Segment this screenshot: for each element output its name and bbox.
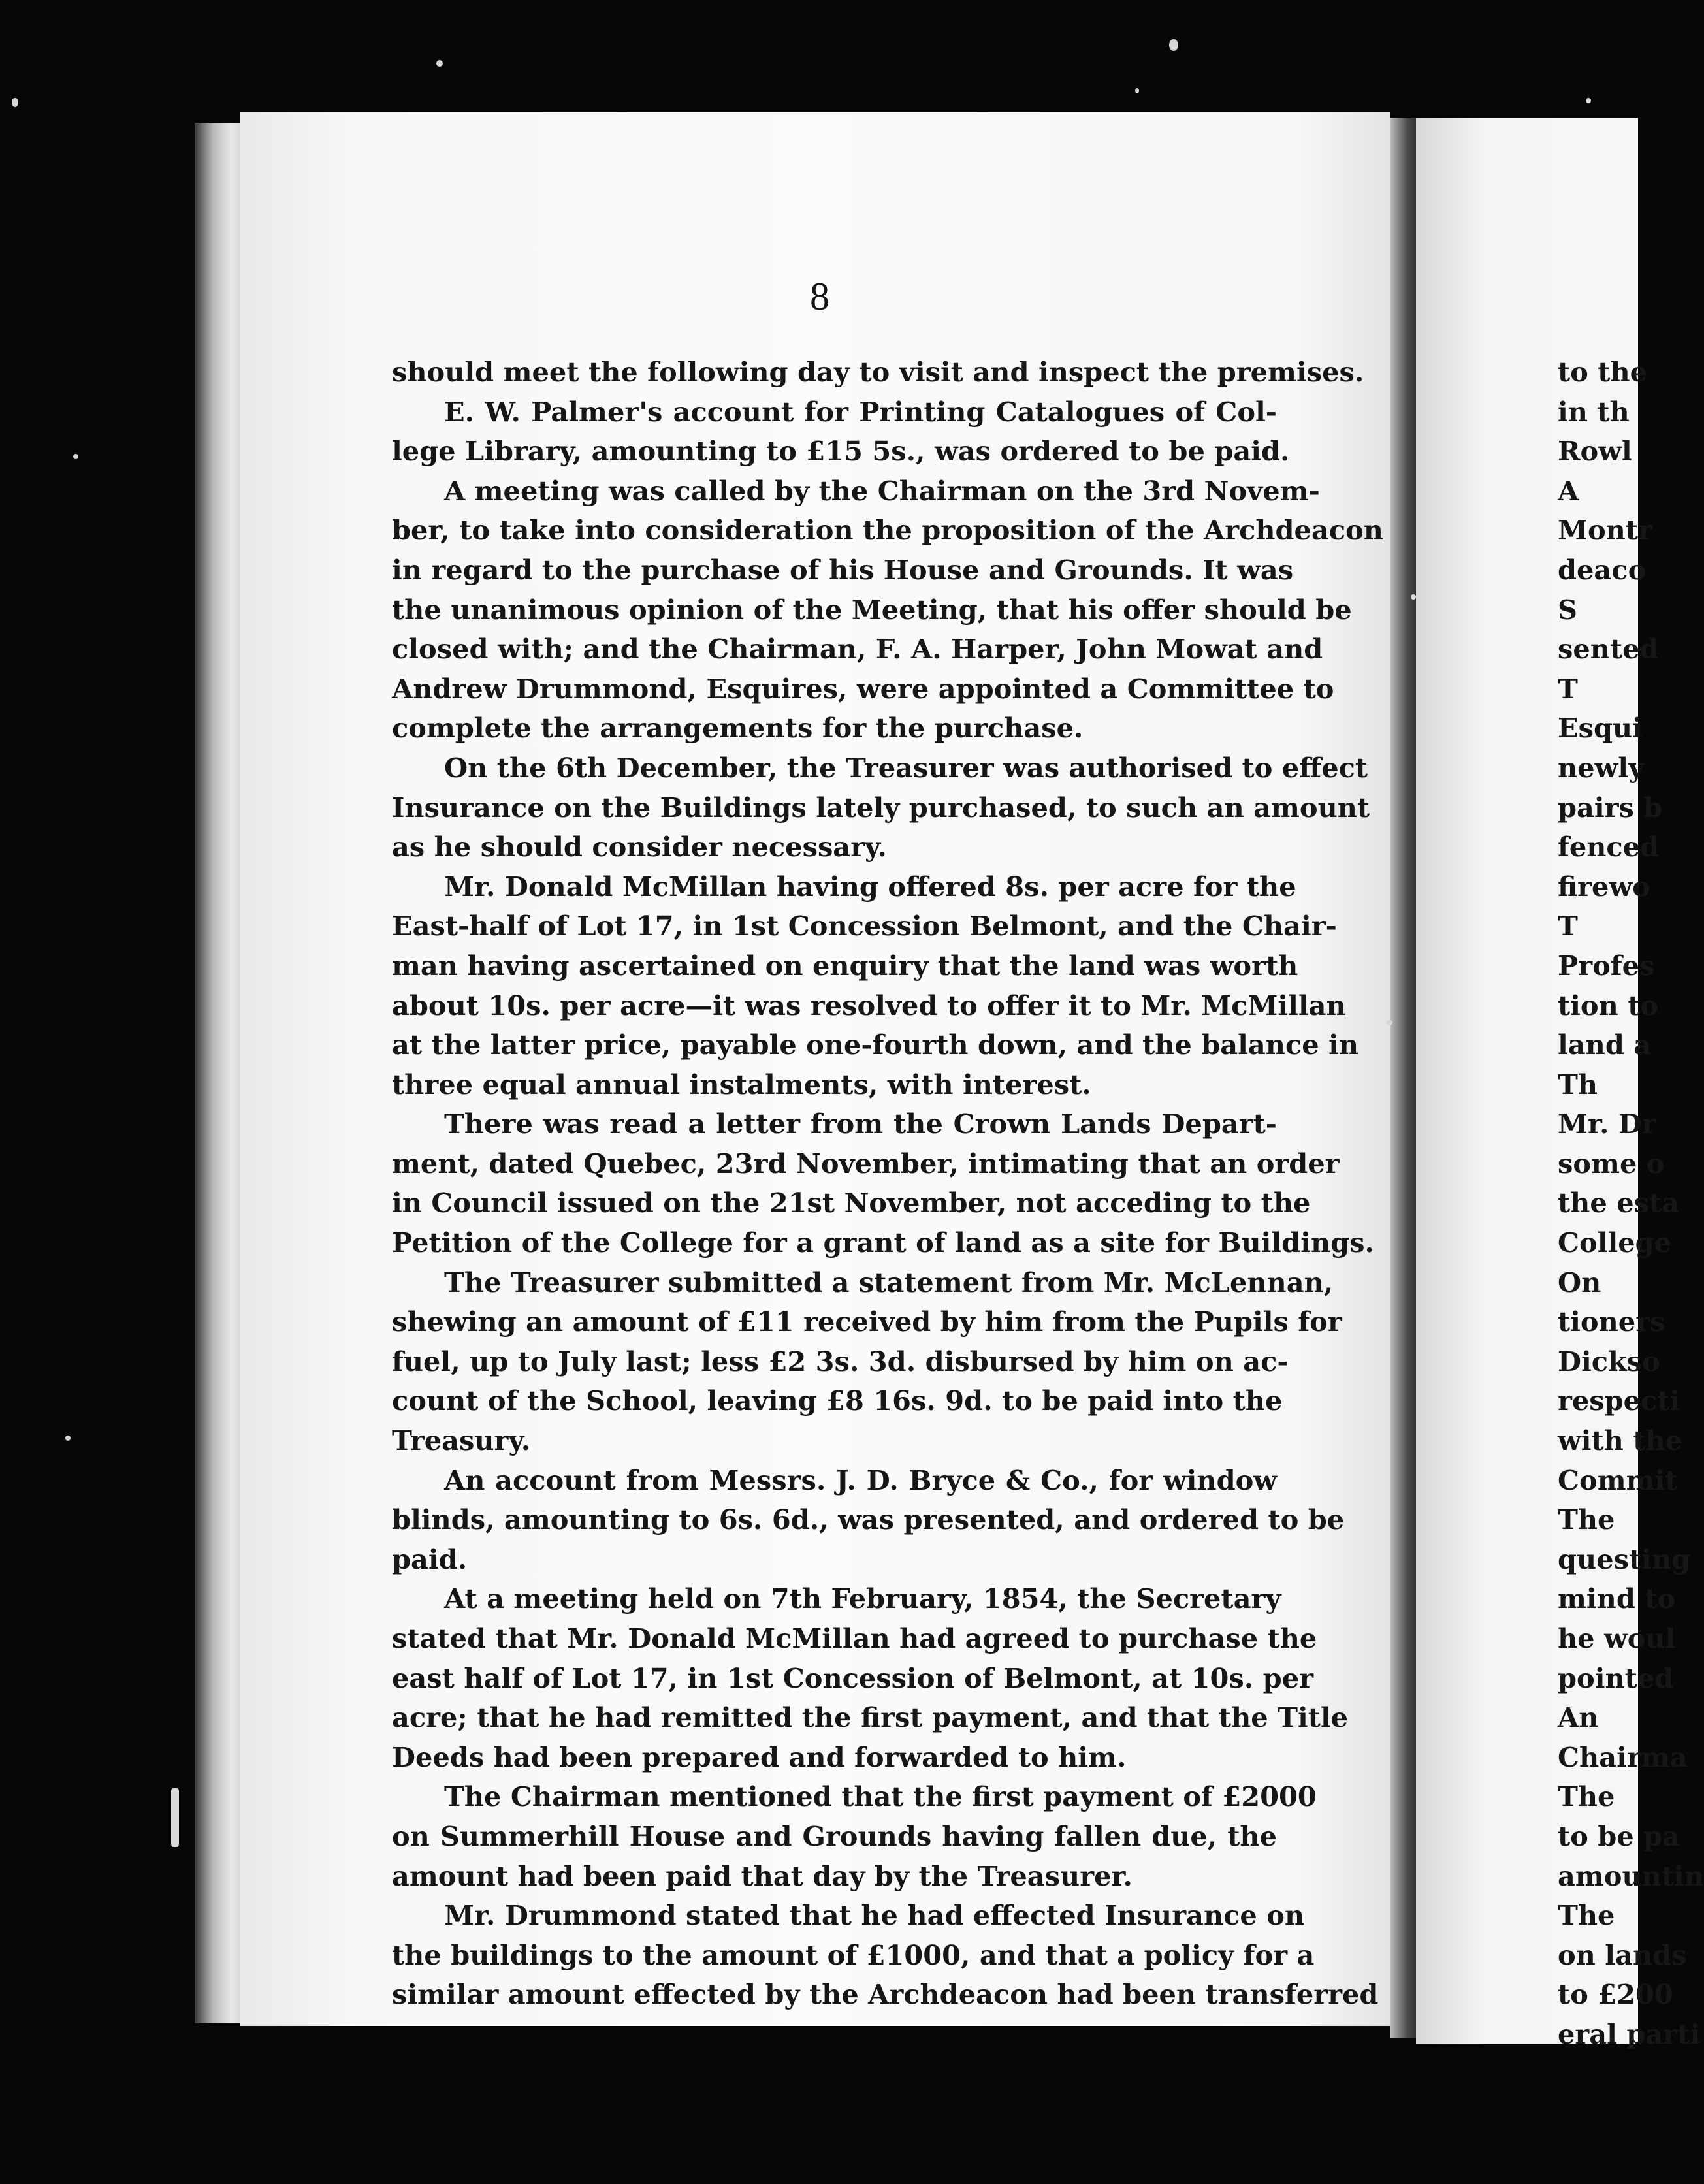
right-text-fragment: Profes xyxy=(1558,949,1655,982)
text-line: at the latter price, payable one-fourth down, and the balance in xyxy=(392,1029,1359,1061)
right-text-fragment: Chairma xyxy=(1558,1741,1688,1773)
text-line: paid. xyxy=(392,1543,468,1575)
right-text-fragment: to the xyxy=(1558,356,1648,388)
dust-speck xyxy=(171,1788,179,1847)
right-text-fragment: The xyxy=(1558,1899,1615,1932)
right-text-fragment: mind to xyxy=(1558,1582,1676,1615)
text-line: count of the School, leaving £8 16s. 9d. to be paid into the xyxy=(392,1385,1283,1417)
dust-speck xyxy=(1386,1020,1392,1025)
right-text-fragment: with the xyxy=(1558,1424,1683,1457)
text-line: On the 6th December, the Treasurer was authorised to effect xyxy=(444,751,1368,784)
text-line: lege Library, amounting to £15 5s., was ordered to be paid. xyxy=(392,435,1290,468)
text-line: should meet the following day to visit and inspect the premises. xyxy=(392,356,1364,388)
left-page-edge xyxy=(195,123,247,2023)
right-text-fragment: On xyxy=(1558,1266,1601,1298)
dust-speck xyxy=(73,454,78,459)
right-text-fragment: newly xyxy=(1558,751,1645,784)
text-line: complete the arrangements for the purchase. xyxy=(392,712,1084,745)
right-text-fragment: to £200 xyxy=(1558,1978,1673,2011)
text-line: ment, dated Quebec, 23rd November, intimating that an order xyxy=(392,1147,1340,1180)
right-text-fragment: on lands xyxy=(1558,1938,1687,1971)
text-line: A meeting was called by the Chairman on the 3rd Novem- xyxy=(444,474,1320,507)
right-text-fragment: Commit xyxy=(1558,1464,1678,1496)
text-line: the buildings to the amount of £1000, and that a policy for a xyxy=(392,1938,1315,1971)
right-text-fragment: eral parti xyxy=(1558,2017,1701,2050)
dust-speck xyxy=(12,98,18,107)
page-number: 8 xyxy=(810,275,829,318)
right-text-fragment: the esta xyxy=(1558,1187,1680,1219)
right-text-fragment: Th xyxy=(1558,1068,1598,1100)
right-text-fragment: T xyxy=(1558,910,1578,942)
text-line: man having ascertained on enquiry that the land was worth xyxy=(392,949,1298,982)
dust-speck xyxy=(1135,88,1139,93)
text-line: blinds, amounting to 6s. 6d., was presented, and ordered to be xyxy=(392,1503,1345,1536)
text-line: three equal annual instalments, with interest. xyxy=(392,1068,1091,1100)
text-line: the unanimous opinion of the Meeting, that his offer should be xyxy=(392,593,1352,626)
dust-speck xyxy=(1586,98,1591,103)
right-text-fragment: Mr. Dr xyxy=(1558,1108,1656,1140)
text-line: Mr. Drummond stated that he had effected Insurance on xyxy=(444,1899,1305,1932)
right-text-fragment: respecti xyxy=(1558,1385,1680,1417)
text-line: similar amount effected by the Archdeacon had been transferred xyxy=(392,1978,1379,2011)
dust-speck xyxy=(1169,39,1178,51)
left-page-text xyxy=(392,353,1383,2015)
text-line: stated that Mr. Donald McMillan had agreed to purchase the xyxy=(392,1622,1317,1654)
text-line: on Summerhill House and Grounds having fallen due, the xyxy=(392,1820,1277,1852)
right-text-fragment: S xyxy=(1558,593,1577,626)
text-line: Deeds had been prepared and forwarded to him. xyxy=(392,1741,1127,1773)
text-line: in Council issued on the 21st November, not acceding to the xyxy=(392,1187,1311,1219)
right-text-fragment: questing xyxy=(1558,1543,1691,1575)
text-line: east half of Lot 17, in 1st Concession of Belmont, at 10s. per xyxy=(392,1662,1313,1694)
text-line: Mr. Donald McMillan having offered 8s. per acre for the xyxy=(444,870,1296,903)
text-line: Petition of the College for a grant of land as a site for Buildings. xyxy=(392,1227,1374,1259)
right-text-fragment: Rowl xyxy=(1558,435,1632,468)
right-text-fragment: sented xyxy=(1558,633,1659,666)
text-line: At a meeting held on 7th February, 1854, the Secretary xyxy=(444,1582,1281,1615)
right-text-fragment: to be pa xyxy=(1558,1820,1680,1852)
text-line: An account from Messrs. J. D. Bryce & Co., for window xyxy=(444,1464,1277,1496)
right-text-fragment: some o xyxy=(1558,1147,1665,1180)
right-text-fragment: pointed xyxy=(1558,1662,1674,1694)
dust-speck xyxy=(1411,594,1416,600)
right-text-fragment: College xyxy=(1558,1227,1672,1259)
right-text-fragment: tion to xyxy=(1558,989,1659,1021)
right-text-fragment: in th xyxy=(1558,395,1630,428)
right-text-fragment: An xyxy=(1558,1701,1599,1734)
text-line: amount had been paid that day by the Treasurer. xyxy=(392,1859,1133,1892)
dust-speck xyxy=(65,1436,71,1441)
text-line: Andrew Drummond, Esquires, were appointed a Committee to xyxy=(392,672,1334,705)
right-text-fragment: The xyxy=(1558,1503,1615,1536)
text-line: The Treasurer submitted a statement from Mr. McLennan, xyxy=(444,1266,1334,1298)
text-line: E. W. Palmer's account for Printing Catalogues of Col- xyxy=(444,395,1277,428)
text-line: closed with; and the Chairman, F. A. Harper, John Mowat and xyxy=(392,633,1323,666)
dust-speck xyxy=(436,60,443,67)
right-text-fragment: deaco xyxy=(1558,553,1647,586)
right-text-fragment: firewo xyxy=(1558,870,1650,903)
right-text-fragment: amountin xyxy=(1558,1859,1704,1892)
right-text-fragment: land a xyxy=(1558,1029,1652,1061)
text-line: fuel, up to July last; less £2 3s. 3d. disbursed by him on ac- xyxy=(392,1345,1289,1377)
text-line: Treasury. xyxy=(392,1424,531,1457)
text-line: ber, to take into consideration the proposition of the Archdeacon xyxy=(392,514,1383,547)
right-text-fragment: Dickso xyxy=(1558,1345,1660,1377)
right-text-fragment: he woul xyxy=(1558,1622,1676,1654)
right-text-fragment: Esqui xyxy=(1558,712,1643,745)
text-line: East-half of Lot 17, in 1st Concession Belmont, and the Chair- xyxy=(392,910,1337,942)
right-text-fragment: A xyxy=(1558,474,1579,507)
right-text-fragment: tioners xyxy=(1558,1306,1665,1338)
right-text-fragment: fenced xyxy=(1558,831,1660,863)
right-page-text-fragments xyxy=(1558,353,1704,2055)
text-line: There was read a letter from the Crown Lands Depart- xyxy=(444,1108,1277,1140)
right-text-fragment: Montr xyxy=(1558,514,1652,547)
text-line: Insurance on the Buildings lately purchased, to such an amount xyxy=(392,791,1370,824)
text-line: in regard to the purchase of his House and Grounds. It was xyxy=(392,553,1294,586)
right-text-fragment: The xyxy=(1558,1780,1615,1813)
text-line: about 10s. per acre—it was resolved to offer it to Mr. McMillan xyxy=(392,989,1346,1021)
text-line: shewing an amount of £11 received by him from the Pupils for xyxy=(392,1306,1342,1338)
right-text-fragment: pairs b xyxy=(1558,791,1663,824)
right-text-fragment: T xyxy=(1558,672,1578,705)
text-line: as he should consider necessary. xyxy=(392,831,887,863)
text-line: acre; that he had remitted the first payment, and that the Title xyxy=(392,1701,1349,1734)
text-line: The Chairman mentioned that the first payment of £2000 xyxy=(444,1780,1317,1813)
